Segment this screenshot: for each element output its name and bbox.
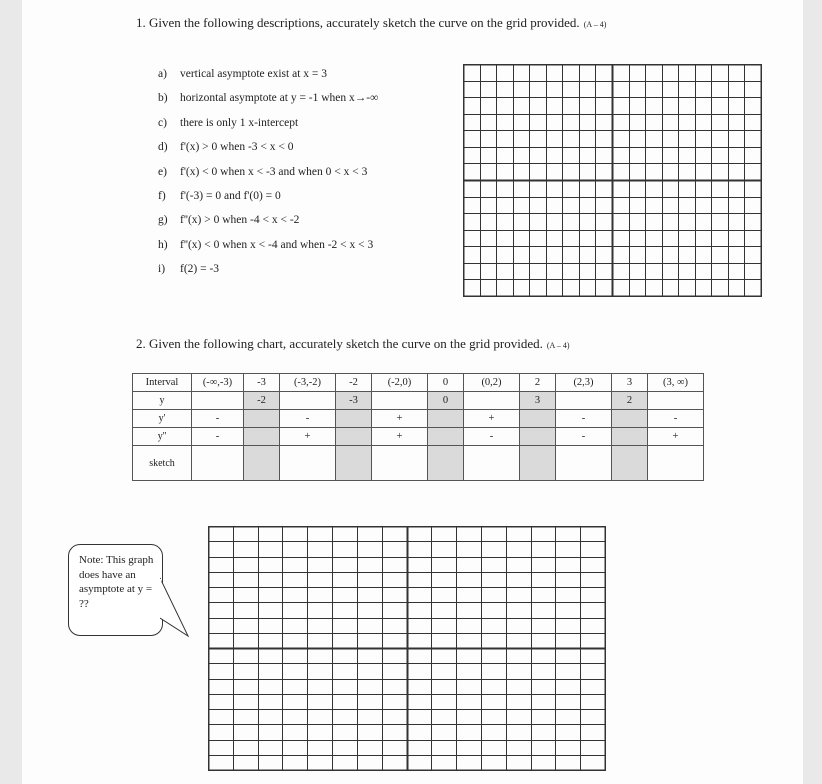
question-1-sketch-grid[interactable] (463, 64, 762, 297)
chart-header-cell: -2 (336, 374, 372, 392)
chart-cell (336, 410, 372, 428)
description-item (158, 212, 378, 236)
chart-cell: - (556, 410, 612, 428)
description-text: horizontal asymptote at y = -1 when x→-∞ (180, 92, 379, 105)
description-item (158, 139, 378, 163)
asymptote-note-callout: Note: This graph does have an asymptote at y = ?? (68, 544, 163, 636)
chart-cell[interactable] (464, 446, 520, 481)
question-1-descriptions (158, 66, 378, 286)
chart-cell[interactable] (372, 446, 428, 481)
question-1-points: (A – 4) (583, 20, 607, 29)
chart-row-label: y (133, 392, 192, 410)
chart-row (133, 392, 704, 410)
description-text: vertical asymptote exist at x = 3 (180, 68, 328, 80)
description-label: d) (158, 141, 168, 154)
chart-cell (556, 392, 612, 410)
question-2-chart (132, 373, 704, 481)
chart-header-cell: 3 (612, 374, 648, 392)
question-2-sketch-grid[interactable] (208, 526, 606, 771)
chart-cell[interactable] (648, 446, 704, 481)
chart-header-cell: 0 (428, 374, 464, 392)
chart-cell: + (648, 428, 704, 446)
chart-cell (428, 428, 464, 446)
chart-header-cell: (2,3) (556, 374, 612, 392)
chart-cell: - (192, 428, 244, 446)
description-text: f'(x) > 0 when -3 < x < 0 (180, 141, 294, 154)
chart-cell: + (280, 428, 336, 446)
chart-cell: - (280, 410, 336, 428)
description-text: f''(x) < 0 when x < -4 and when -2 < x < 3 (180, 238, 374, 251)
chart-cell: 0 (428, 392, 464, 410)
description-item (158, 237, 378, 261)
description-label: c) (158, 116, 167, 129)
chart-cell (280, 392, 336, 410)
chart-header-cell: 2 (520, 374, 556, 392)
chart-cell (244, 428, 280, 446)
chart-header-row (133, 374, 704, 392)
description-item (158, 164, 378, 188)
description-text: f''(x) > 0 when -4 < x < -2 (180, 214, 300, 227)
chart-cell (612, 428, 648, 446)
chart-cell: - (556, 428, 612, 446)
chart-cell (464, 392, 520, 410)
question-2-title: 2. Given the following chart, accurately sketch the curve on the grid provided. (A – 4) (136, 336, 570, 351)
chart-cell: - (192, 410, 244, 428)
description-item (158, 66, 378, 90)
question-2-points: (A – 4) (546, 341, 570, 350)
description-text: f'(x) < 0 when x < -3 and when 0 < x < 3 (180, 165, 368, 178)
note-callout-tail (160, 576, 190, 638)
chart-cell[interactable] (280, 446, 336, 481)
chart-cell: + (464, 410, 520, 428)
chart-cell: - (464, 428, 520, 446)
chart-header-cell: (-2,0) (372, 374, 428, 392)
chart-cell[interactable] (520, 446, 556, 481)
description-item (158, 188, 378, 212)
chart-cell (372, 392, 428, 410)
chart-cell: - (648, 410, 704, 428)
chart-cell[interactable] (192, 446, 244, 481)
chart-header-cell: -3 (244, 374, 280, 392)
description-label: f) (158, 189, 166, 202)
chart-cell (520, 410, 556, 428)
description-label: i) (158, 263, 166, 276)
chart-row-label: y' (133, 410, 192, 428)
chart-cell[interactable] (244, 446, 280, 481)
description-item (158, 261, 378, 285)
chart-header-cell: (3, ∞) (648, 374, 704, 392)
chart-row (133, 446, 704, 481)
chart-cell: -2 (244, 392, 280, 410)
chart-row (133, 410, 704, 428)
description-label: b) (158, 92, 168, 105)
chart-cell[interactable] (612, 446, 648, 481)
chart-cell[interactable] (336, 446, 372, 481)
description-item (158, 115, 378, 139)
worksheet-page (22, 0, 803, 784)
chart-cell (192, 392, 244, 410)
chart-header-cell: (-∞,-3) (192, 374, 244, 392)
chart-header-cell: (0,2) (464, 374, 520, 392)
chart-row-label: y'' (133, 428, 192, 446)
description-label: e) (158, 165, 167, 178)
description-text: there is only 1 x-intercept (180, 116, 299, 129)
chart-header-cell: (-3,-2) (280, 374, 336, 392)
question-1-title: 1. Given the following descriptions, accurately sketch the curve on the grid provided. (A – 4) (136, 15, 607, 30)
chart-cell: 2 (612, 392, 648, 410)
chart-row-label: sketch (133, 446, 192, 481)
chart-interval-label: Interval (133, 374, 192, 392)
chart-cell: -3 (336, 392, 372, 410)
chart-cell (520, 428, 556, 446)
chart-cell: + (372, 428, 428, 446)
chart-cell[interactable] (556, 446, 612, 481)
description-label: g) (158, 214, 168, 227)
description-label: h) (158, 238, 168, 251)
description-text: f'(-3) = 0 and f'(0) = 0 (180, 189, 281, 202)
chart-cell (244, 410, 280, 428)
chart-cell (336, 428, 372, 446)
chart-cell: 3 (520, 392, 556, 410)
chart-cell (428, 410, 464, 428)
description-label: a) (158, 68, 167, 80)
description-text: f(2) = -3 (180, 263, 220, 276)
chart-row (133, 428, 704, 446)
chart-cell[interactable] (428, 446, 464, 481)
chart-cell (648, 392, 704, 410)
chart-cell: + (372, 410, 428, 428)
chart-cell (612, 410, 648, 428)
description-item (158, 90, 378, 114)
